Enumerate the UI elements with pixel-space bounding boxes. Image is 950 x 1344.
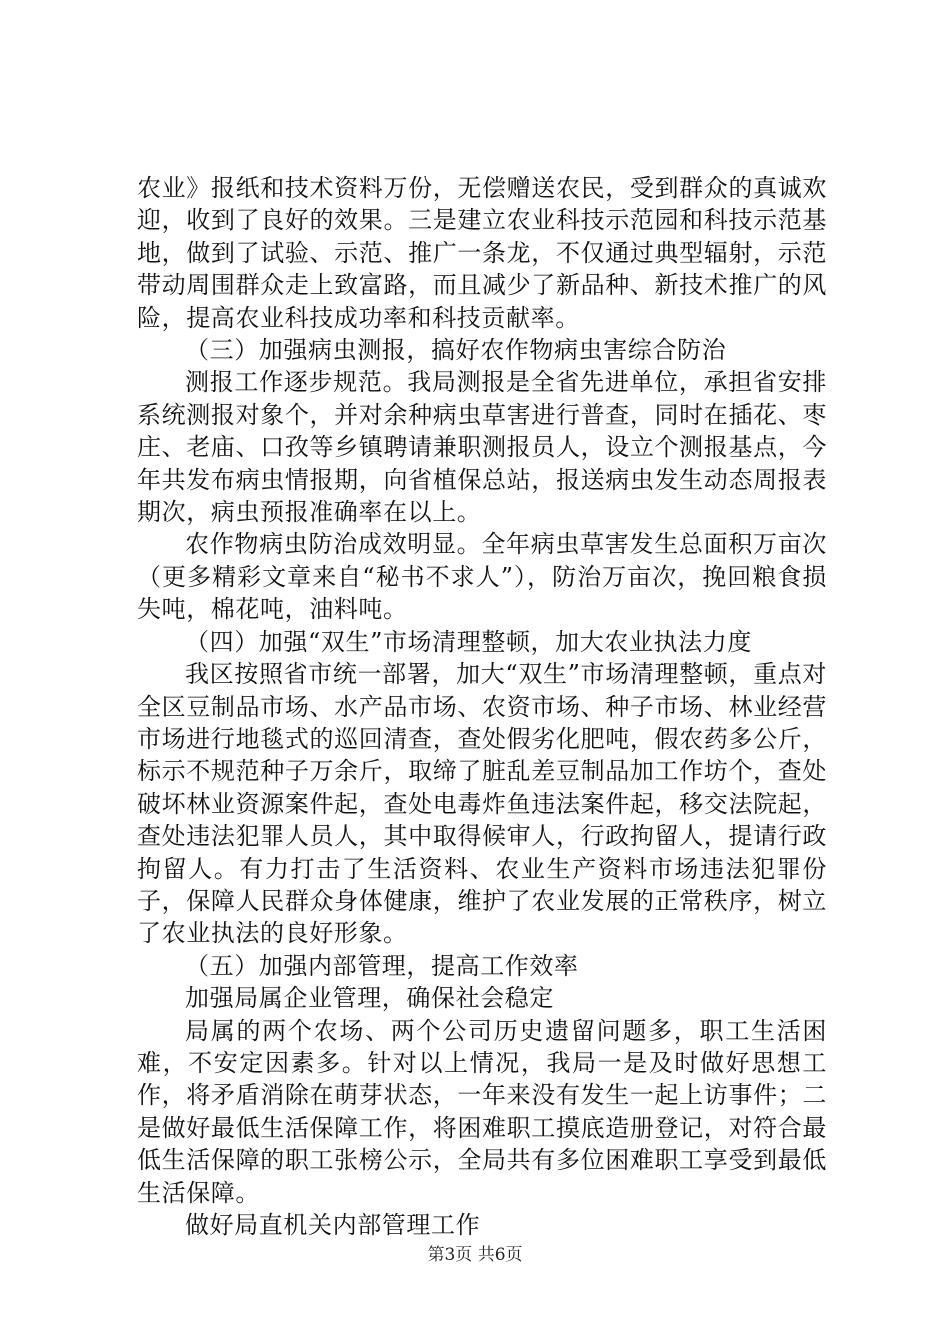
document-body (137, 172, 827, 1241)
paragraph-enterprise: 局属的两个农场、两个公司历史遗留问题多，职工生活困难，不安定因素多。针对以上情况，我局一是及时做好思想工作，将矛盾消除在萌芽状态，一年来没有发生一起上访事件；二是做好最低生活保障工作，将困难职工摸底造册登记，对符合最低生活保障的职工张榜公示，全局共有多位困难职工享受到最低生活保障。 (137, 1016, 827, 1207)
paragraph-market-cleanup: 我区按照省市统一部署，加大“双生”市场清理整顿，重点对全区豆制品市场、水产品市场、农资市场、种子市场、林业经营市场进行地毯式的巡回清查，查处假劣化肥吨，假农药多公斤，标示不规范种子万余斤，取缔了脏乱差豆制品加工作坊个，查处破坏林业资源案件起，查处电毒炸鱼违法案件起，移交法院起，查处违法犯罪人员人，其中取得候审人，行政拘留人，提请行政拘留人。有力打击了生活资料、农业生产资料市场违法犯罪份子，保障人民群众身体健康，维护了农业发展的正常秩序，树立了农业执法的良好形象。 (137, 660, 827, 948)
section-heading-4: （四）加强“双生”市场清理整顿，加大农业执法力度 (185, 627, 752, 656)
paragraph-1: 农业》报纸和技术资料万份，无偿赠送农民，受到群众的真诚欢迎，收到了良好的效果。三是建立农业科技示范园和科技示范基地，做到了试验、示范、推广一条龙，不仅通过典型辐射，示范带动周围群众走上致富路，而且减少了新品种、新技术推广的风险，提高农业科技成功率和科技贡献率。 (137, 174, 827, 332)
paragraph-pest-control: 农作物病虫防治成效明显。全年病虫草害发生总面积万亩次（更多精彩文章来自“秘书不求人”），防治万亩次，挽回粮食损失吨，棉花吨，油料吨。 (137, 530, 827, 624)
subheading-internal-management: 做好局直机关内部管理工作 (185, 1211, 481, 1239)
section-heading-5: （五）加强内部管理，提高工作效率 (185, 951, 579, 980)
page-number-footer: 第3页 共6页 (427, 1245, 523, 1265)
subheading-enterprise-management: 加强局属企业管理，确保社会稳定 (185, 984, 554, 1013)
paragraph-forecast: 测报工作逐步规范。我局测报是全省先进单位，承担省安排系统测报对象个，并对余种病虫草害进行普查，同时在插花、枣庄、老庙、口孜等乡镇聘请兼职测报员人，设立个测报基点，今年共发布病虫情报期，向省植保总站，报送病虫发生动态周报表期次，病虫预报准确率在以上。 (137, 368, 827, 527)
section-heading-3: （三）加强病虫测报，搞好农作物病虫害综合防治 (185, 336, 727, 365)
